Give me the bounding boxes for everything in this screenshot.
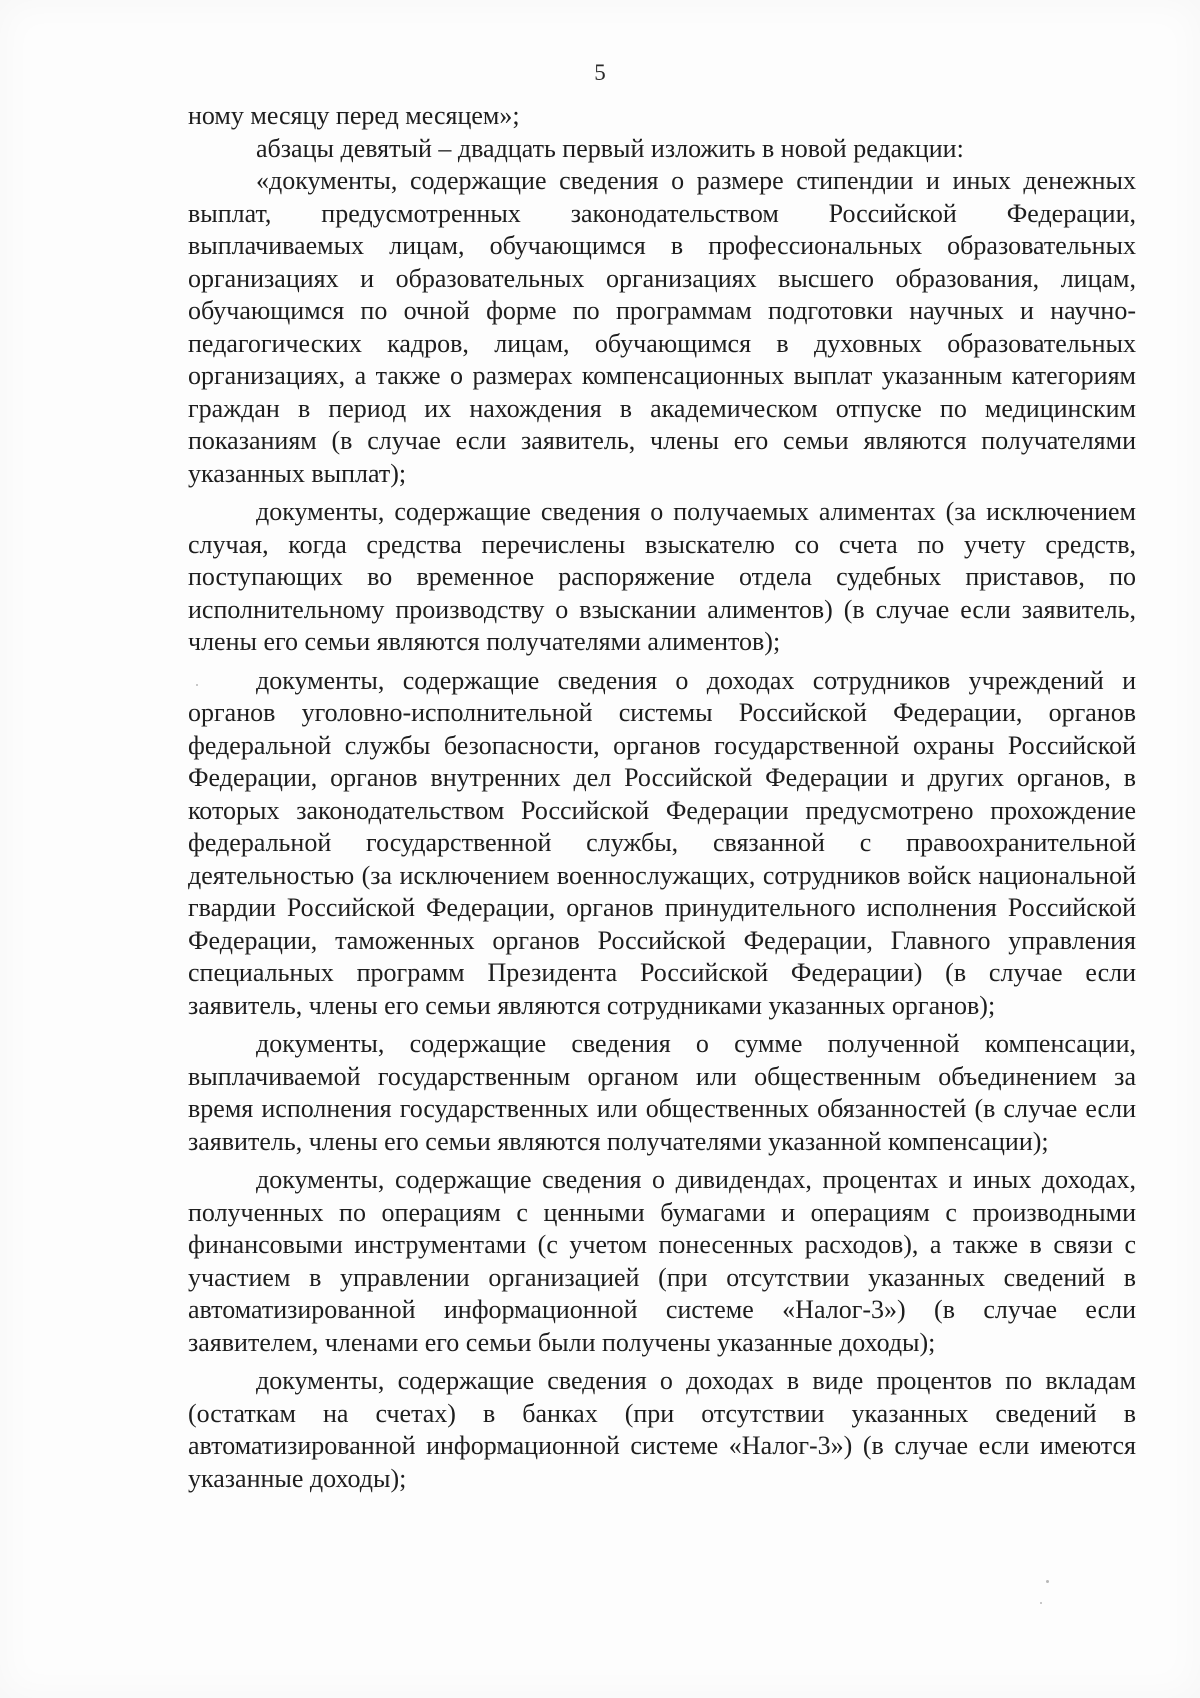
paragraph: документы, содержащие сведения о сумме полученной компенсации, выплачиваемой государственным органом или общественным объединением за время исполнения государственных или общественных обязанностей (в случае если заявитель, члены его семьи являются получателями указанной компенсации); [188,1029,1136,1156]
paragraph: документы, содержащие сведения о доходах сотрудников учреждений и органов уголовно-исполнительной системы Российской Федерации, органов федеральной службы безопасности, органов государственной охраны Российской Федерации, органов внутренних дел Российской Федерации и других органов, в которых законодательством Российской Федерации предусмотрено прохождение федеральной государственной службы, связанной с правоохранительной деятельностью (за исключением военнослужащих, сотрудников войск национальной гвардии Российской Федерации, органов принудительного исполнения Российской Федерации, таможенных органов Российской Федерации, Главного управления специальных программ Президента Российской Федерации) (в случае если заявитель, члены его семьи являются сотрудниками указанных органов); [188,665,1136,1020]
scan-speck [1040,1602,1042,1604]
page-number: 5 [594,60,606,85]
paragraph: документы, содержащие сведения о доходах в виде процентов по вкладам (остаткам на счетах) в банках (при отсутствии указанных сведений в автоматизированной информационной системе «Налог-3») (в случае если имеются указанные доходы); [188,1366,1136,1493]
paragraph: ному месяцу перед месяцем»; [188,101,520,130]
paragraph: документы, содержащие сведения о получаемых алиментах (за исключением случая, когда средства перечислены взыскателю со счета по учету средств, поступающих во временное распоряжение отдела судебных приставов, по исполнительному производству о взыскании алиментов) (в случае если заявитель, члены его семьи являются получателями алиментов); [188,497,1136,656]
paragraph: «документы, содержащие сведения о размере стипендии и иных денежных выплат, предусмотренных законодательством Российской Федерации, выплачиваемых лицам, обучающимся в профессиональных образовательных организациях и образовательных организациях высшего образования, лицам, обучающимся по очной форме по программам подготовки научных и научно-педагогических кадров, лицам, обучающимся в духовных образовательных организациях, а также о размерах компенсационных выплат указанным категориям граждан в период их нахождения в академическом отпуске по медицинским показаниям (в случае если заявитель, члены его семьи являются получателями указанных выплат); [188,166,1136,488]
scan-speck [1046,1580,1049,1583]
paragraph: абзацы девятый – двадцать первый изложить в новой редакции: [256,133,964,163]
document-body [188,100,1136,1495]
paragraph: документы, содержащие сведения о дивидендах, процентах и иных доходах, полученных по операциям с ценными бумагами и операциям с производными финансовыми инструментами (с учетом понесенных расходов), а также в связи с участием в управлении организацией (при отсутствии указанных сведений в автоматизированной информационной системе «Налог-3») (в случае если заявителем, членами его семьи были получены указанные доходы); [188,1165,1136,1357]
